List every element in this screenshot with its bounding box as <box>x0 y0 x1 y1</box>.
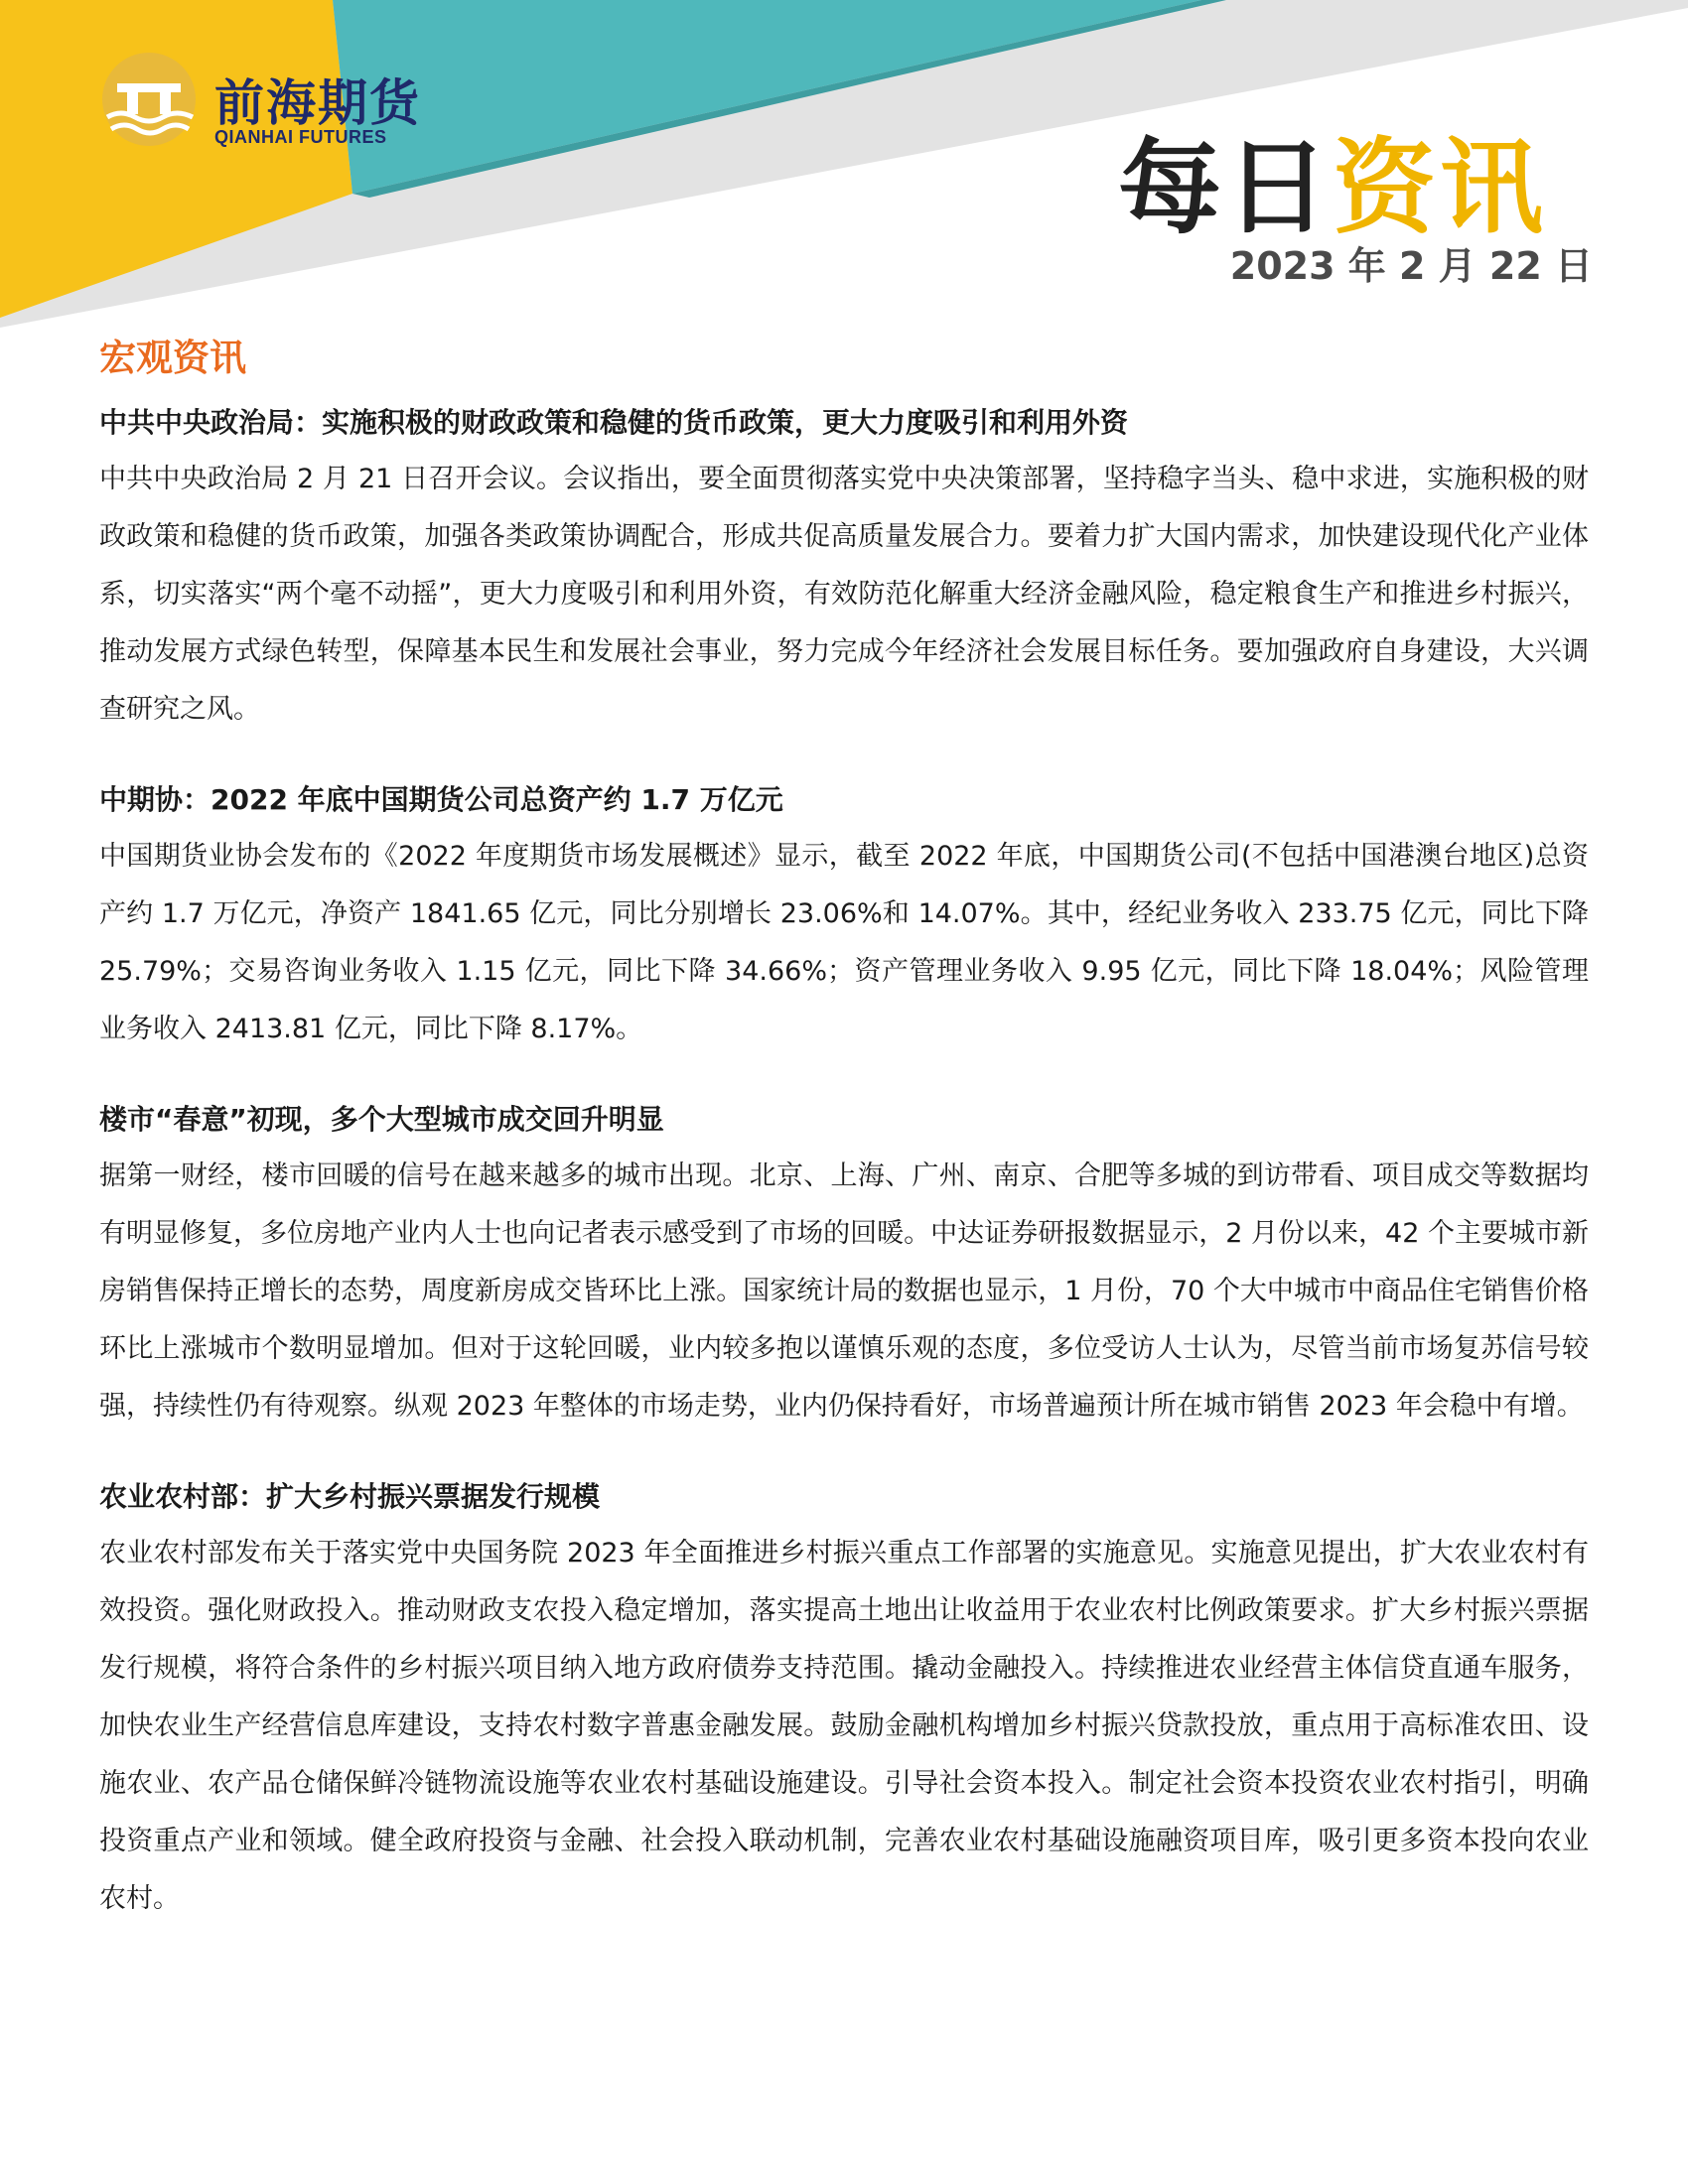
logo-text-en: QIANHAI FUTURES <box>214 127 387 147</box>
article-4 <box>99 1475 1589 1928</box>
article-body: 中国期货业协会发布的《2022 年度期货市场发展概述》显示，截至 2022 年底，中国期货公司(不包括中国港澳台地区)总资产约 1.7 万亿元，净资产 1841.65 亿元，同比分别增长 23.06%和 14.07%。其中，经纪业务收入 233.75 亿元，同比下降 25.79%；交易咨询业务收入 1.15 亿元，同比下降 34.66%；资产管理业务收入 9.95 亿元，同比下降 18.04%；风险管理业务收入 2413.81 亿元，同比下降 8.17%。 <box>99 841 1589 1044</box>
article-2 <box>99 778 1589 1058</box>
article-body: 中共中央政治局 2 月 21 日召开会议。会议指出，要全面贯彻落实党中央决策部署，坚持稳字当头、稳中求进，实施积极的财政政策和稳健的货币政策，加强各类政策协调配合，形成共促高质量发展合力。要着力扩大国内需求，加快建设现代化产业体系，切实落实“两个毫不动摇”，更大力度吸引和利用外资，有效防范化解重大经济金融风险，稳定粮食生产和推进乡村振兴，推动发展方式绿色转型，保障基本民生和发展社会事业，努力完成今年经济社会发展目标任务。要加强政府自身建设，大兴调查研究之风。 <box>99 464 1589 725</box>
report-date: 2023 年 2 月 22 日 <box>1229 244 1593 288</box>
logo-text-cn: 前海期货 <box>214 73 421 132</box>
title-part-daily: 每日 <box>1117 127 1333 248</box>
qianhai-logo <box>97 50 455 159</box>
article-heading: 中期协：2022 年底中国期货公司总资产约 1.7 万亿元 <box>99 783 783 816</box>
title-part-news: 资讯 <box>1332 127 1547 248</box>
article-heading: 农业农村部：扩大乡村振兴票据发行规模 <box>99 1480 601 1513</box>
article-heading: 楼市“春意”初现，多个大型城市成交回升明显 <box>99 1103 664 1136</box>
article-body: 农业农村部发布关于落实党中央国务院 2023 年全面推进乡村振兴重点工作部署的实施意见。实施意见提出，扩大农业农村有效投资。强化财政投入。推动财政支农投入稳定增加，落实提高土地出让收益用于农业农村比例政策要求。扩大乡村振兴票据发行规模，将符合条件的乡村振兴项目纳入地方政府债券支持范围。撬动金融投入。持续推进农业经营主体信贷直通车服务，加快农业生产经营信息库建设，支持农村数字普惠金融发展。鼓励金融机构增加乡村振兴贷款投放，重点用于高标准农田、设施农业、农产品仓储保鲜冷链物流设施等农业农村基础设施建设。引导社会资本投入。制定社会资本投资农业农村指引，明确投资重点产业和领域。健全政府投资与金融、社会投入联动机制，完善农业农村基础设施融资项目库，吸引更多资本投向农业农村。 <box>99 1538 1589 1914</box>
article-body: 据第一财经，楼市回暖的信号在越来越多的城市出现。北京、上海、广州、南京、合肥等多城的到访带看、项目成交等数据均有明显修复，多位房地产业内人士也向记者表示感受到了市场的回暖。中达证券研报数据显示，2 月份以来，42 个主要城市新房销售保持正增长的态势，周度新房成交皆环比上涨。国家统计局的数据也显示，1 月份，70 个大中城市中商品住宅销售价格环比上涨城市个数明显增加。但对于这轮回暖，业内较多抱以谨慎乐观的态度，多位受访人士认为，尽管当前市场复苏信号较强，持续性仍有待观察。纵观 2023 年整体的市场走势，业内仍保持看好，市场普遍预计所在城市销售 2023 年会稳中有增。 <box>99 1160 1589 1422</box>
article-3 <box>99 1098 1589 1435</box>
article-heading: 中共中央政治局：实施积极的财政政策和稳健的货币政策，更大力度吸引和利用外资 <box>99 406 1129 439</box>
article-1 <box>99 401 1589 739</box>
main-content <box>99 328 1589 1968</box>
logo-emblem-icon <box>97 50 202 149</box>
page-title <box>1118 104 1547 253</box>
section-title: 宏观资讯 <box>99 337 246 379</box>
